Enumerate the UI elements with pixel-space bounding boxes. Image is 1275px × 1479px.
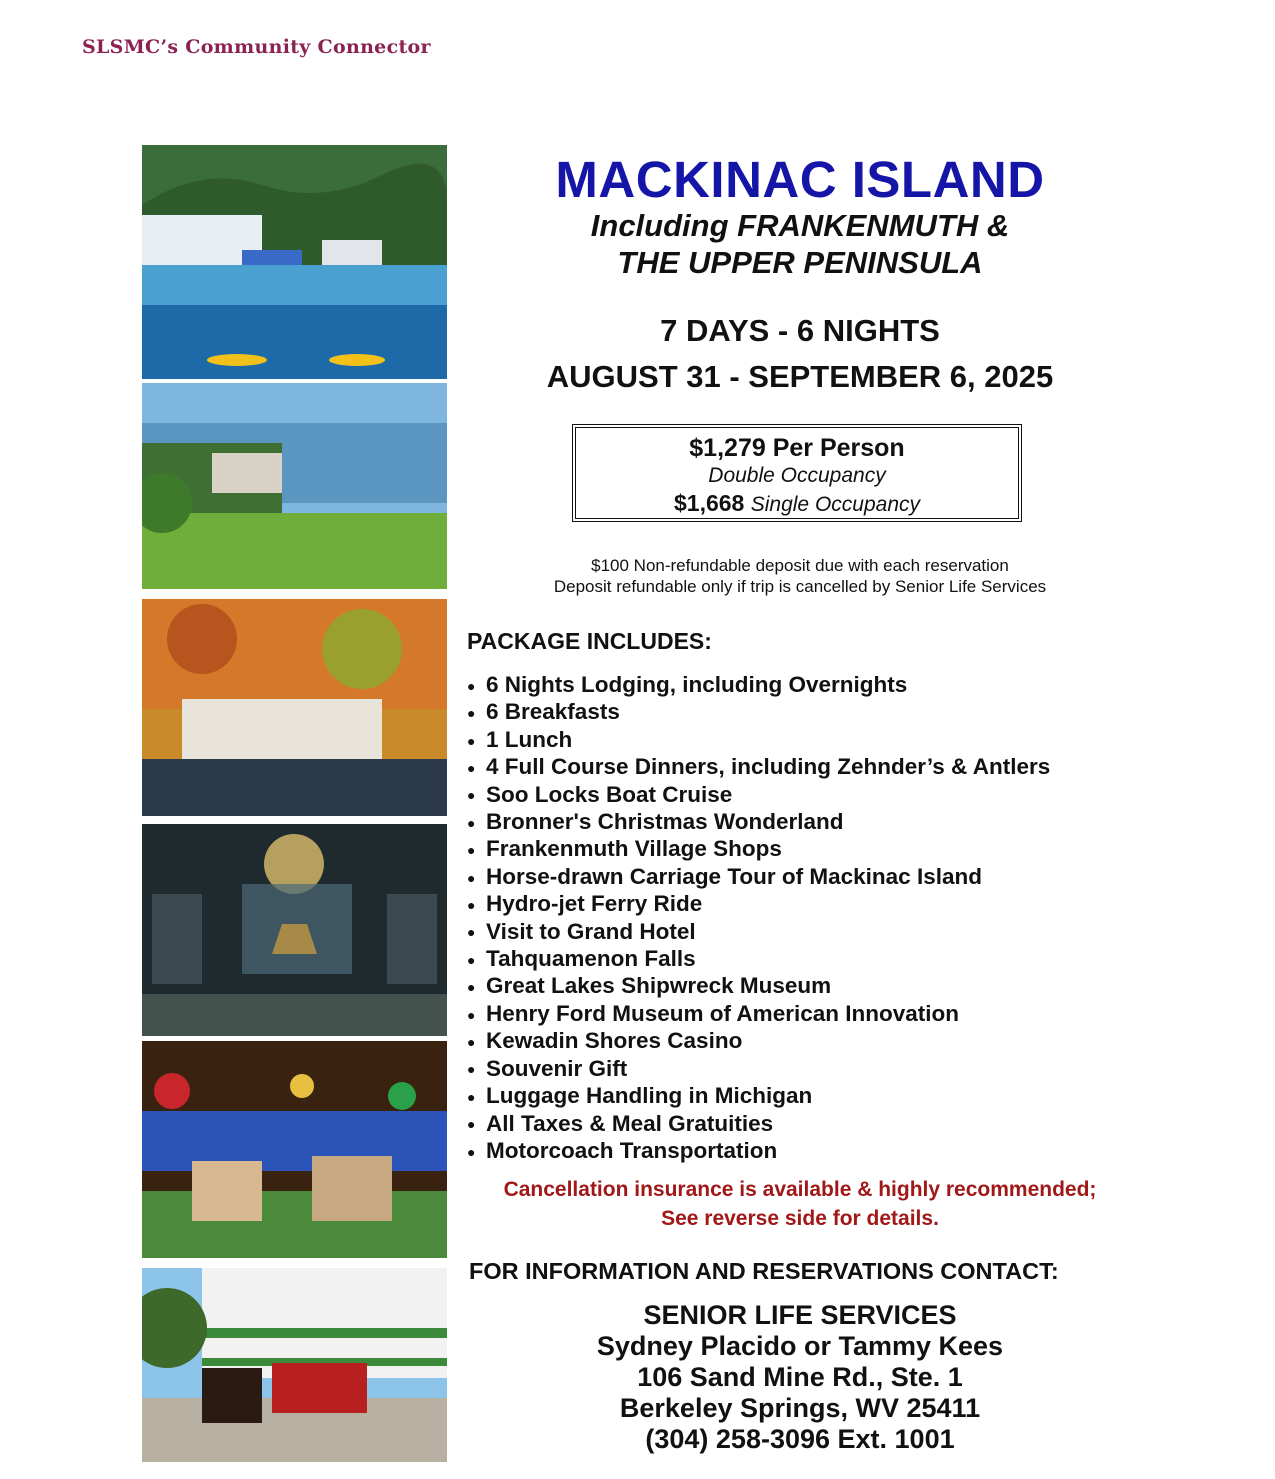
package-item: Great Lakes Shipwreck Museum: [486, 973, 832, 999]
deposit-note: [460, 555, 1140, 597]
package-item: Motorcoach Transportation: [486, 1137, 778, 1163]
cancellation-line: See reverse side for details.: [661, 1207, 939, 1230]
list-item: [467, 809, 1050, 836]
package-list: [467, 672, 1050, 1165]
single-price-line: [576, 490, 1018, 517]
bullet-icon: ●: [467, 1088, 476, 1105]
bullet-icon: ●: [467, 1033, 476, 1050]
bullet-icon: ●: [467, 705, 476, 722]
list-item: [467, 1028, 1050, 1055]
subtitle-line: Including FRANKENMUTH &: [590, 208, 1010, 243]
list-item: [467, 1001, 1050, 1028]
package-item: Bronner's Christmas Wonderland: [486, 809, 844, 835]
contact-org: SENIOR LIFE SERVICES: [643, 1300, 957, 1330]
package-heading: PACKAGE INCLUDES:: [467, 628, 712, 654]
list-item: [467, 727, 1050, 754]
package-item: Luggage Handling in Michigan: [486, 1083, 813, 1109]
single-price: $1,668: [673, 490, 745, 516]
bullet-icon: ●: [467, 787, 476, 804]
pricing-box: [572, 424, 1022, 522]
trip-duration: 7 DAYS - 6 NIGHTS: [660, 313, 940, 348]
island-lawn-photo: [142, 383, 447, 589]
list-item: [467, 864, 1050, 891]
list-item: [467, 1138, 1050, 1165]
contact-heading: FOR INFORMATION AND RESERVATIONS CONTACT:: [469, 1258, 1059, 1284]
list-item: [467, 782, 1050, 809]
bullet-icon: ●: [467, 979, 476, 996]
package-item: 6 Nights Lodging, including Overnights: [486, 672, 908, 697]
package-item: 1 Lunch: [486, 726, 573, 752]
bullet-icon: ●: [467, 924, 476, 941]
bullet-icon: ●: [467, 896, 476, 913]
contact-phone: (304) 258-3096 Ext. 1001: [645, 1424, 955, 1454]
package-item: All Taxes & Meal Gratuities: [486, 1110, 774, 1136]
bullet-icon: ●: [467, 1116, 476, 1133]
list-item: [467, 754, 1050, 781]
package-item: Henry Ford Museum of American Innovation: [486, 1000, 959, 1026]
cancellation-line: Cancellation insurance is available & highly recommended;: [503, 1178, 1097, 1201]
package-item: 4 Full Course Dinners, including Zehnder’s & Antlers: [486, 754, 1051, 780]
bullet-icon: ●: [467, 1143, 476, 1160]
contact-street: 106 Sand Mine Rd., Ste. 1: [637, 1362, 963, 1392]
harbor-kayak-photo: [142, 145, 447, 379]
single-label: Single Occupancy: [750, 493, 920, 516]
bullet-icon: ●: [467, 869, 476, 886]
package-item: Hydro-jet Ferry Ride: [486, 891, 703, 917]
bullet-icon: ●: [467, 951, 476, 968]
bullet-icon: ●: [467, 1006, 476, 1023]
contact-block: [460, 1300, 1140, 1455]
grand-hotel-carriage-photo: [142, 1268, 447, 1462]
list-item: [467, 891, 1050, 918]
list-item: [467, 973, 1050, 1000]
bullet-icon: ●: [467, 814, 476, 831]
bullet-icon: ●: [467, 842, 476, 859]
list-item: [467, 919, 1050, 946]
contact-city: Berkeley Springs, WV 25411: [619, 1393, 981, 1423]
list-item: [467, 1083, 1050, 1110]
christmas-wonderland-photo: [142, 1041, 447, 1258]
subtitle-line: THE UPPER PENINSULA: [617, 245, 983, 280]
list-item: [467, 1056, 1050, 1083]
double-label: Double Occupancy: [708, 464, 886, 487]
cancellation-note: [460, 1175, 1140, 1233]
package-item: Souvenir Gift: [486, 1055, 628, 1081]
bullet-icon: ●: [467, 1061, 476, 1078]
newsletter-header: SLSMC’s Community Connector: [82, 36, 431, 58]
waterfall-photo: [142, 599, 447, 816]
contact-names: Sydney Placido or Tammy Kees: [596, 1331, 1004, 1361]
deposit-line: $100 Non-refundable deposit due with each reservation: [591, 556, 1009, 575]
list-item: [467, 946, 1050, 973]
package-item: 6 Breakfasts: [486, 699, 620, 725]
package-item: Tahquamenon Falls: [486, 946, 696, 972]
list-item: [467, 1111, 1050, 1138]
package-item: Frankenmuth Village Shops: [486, 836, 782, 862]
bullet-icon: ●: [467, 759, 476, 776]
package-item: Visit to Grand Hotel: [486, 918, 696, 944]
trip-subtitle: [460, 207, 1140, 281]
double-price: $1,279 Per Person: [689, 434, 905, 462]
bullet-icon: ●: [467, 677, 476, 694]
bullet-icon: ●: [467, 732, 476, 749]
trip-dates: AUGUST 31 - SEPTEMBER 6, 2025: [546, 359, 1054, 394]
list-item: [467, 699, 1050, 726]
package-item: Soo Locks Boat Cruise: [486, 781, 733, 807]
list-item: [467, 672, 1050, 699]
list-item: [467, 836, 1050, 863]
deposit-line: Deposit refundable only if trip is cancelled by Senior Life Services: [553, 577, 1047, 596]
shipwreck-museum-photo: [142, 824, 447, 1036]
trip-title: MACKINAC ISLAND: [555, 151, 1045, 208]
package-item: Kewadin Shores Casino: [486, 1028, 743, 1054]
package-item: Horse-drawn Carriage Tour of Mackinac Island: [486, 863, 982, 889]
